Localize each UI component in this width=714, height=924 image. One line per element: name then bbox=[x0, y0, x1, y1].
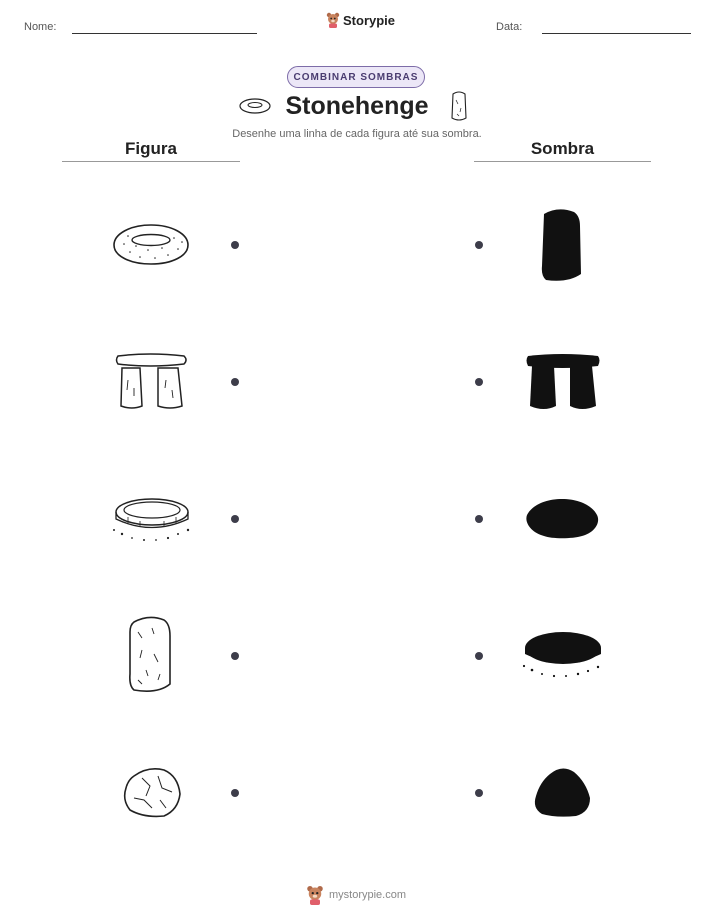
standing-stone-shadow-icon bbox=[538, 206, 586, 284]
footer bbox=[306, 885, 406, 905]
figure-column-rule bbox=[62, 161, 240, 162]
shadow-column-heading: Sombra bbox=[530, 139, 595, 158]
shadow-column-rule bbox=[474, 161, 651, 162]
figure-connect-dot[interactable] bbox=[231, 652, 239, 660]
figure-connect-dot[interactable] bbox=[231, 515, 239, 523]
stone-circle-icon bbox=[108, 492, 194, 544]
figure-connect-dot[interactable] bbox=[231, 241, 239, 249]
figure-column-heading: Figura bbox=[125, 139, 177, 158]
footer-site-link[interactable]: mystorypie.com bbox=[329, 889, 407, 901]
shadow-connect-dot[interactable] bbox=[475, 652, 483, 660]
standing-stone-icon bbox=[449, 90, 469, 124]
figure-connect-dot[interactable] bbox=[231, 789, 239, 797]
shadow-connect-dot[interactable] bbox=[475, 378, 483, 386]
worksheet-title: Stonehenge bbox=[285, 92, 429, 120]
stone-ring-icon bbox=[110, 222, 192, 268]
stone-ring-shadow-icon bbox=[522, 495, 602, 543]
shadow-connect-dot[interactable] bbox=[475, 515, 483, 523]
figure-connect-dot[interactable] bbox=[231, 378, 239, 386]
stone-circle-shadow-icon bbox=[520, 626, 606, 682]
boulder-icon bbox=[120, 764, 184, 820]
shadow-connect-dot[interactable] bbox=[475, 241, 483, 249]
standing-stone-icon bbox=[124, 614, 174, 696]
trilithon-icon bbox=[112, 350, 190, 412]
shadow-connect-dot[interactable] bbox=[475, 789, 483, 797]
boulder-shadow-icon bbox=[530, 764, 594, 820]
name-line[interactable] bbox=[72, 33, 257, 34]
trilithon-shadow-icon bbox=[524, 350, 602, 412]
bear-mascot-icon bbox=[306, 885, 324, 905]
date-label: Data: bbox=[496, 21, 523, 33]
brand-name: Storypie bbox=[343, 12, 396, 28]
date-line[interactable] bbox=[542, 33, 691, 34]
activity-tag: COMBINAR SOMBRAS bbox=[287, 66, 425, 88]
name-label: Nome: bbox=[24, 21, 57, 33]
brand-logo bbox=[326, 12, 395, 28]
bear-mascot-icon bbox=[326, 12, 340, 28]
instructions: Desenhe uma linha de cada figura até sua sombra. bbox=[232, 128, 482, 140]
